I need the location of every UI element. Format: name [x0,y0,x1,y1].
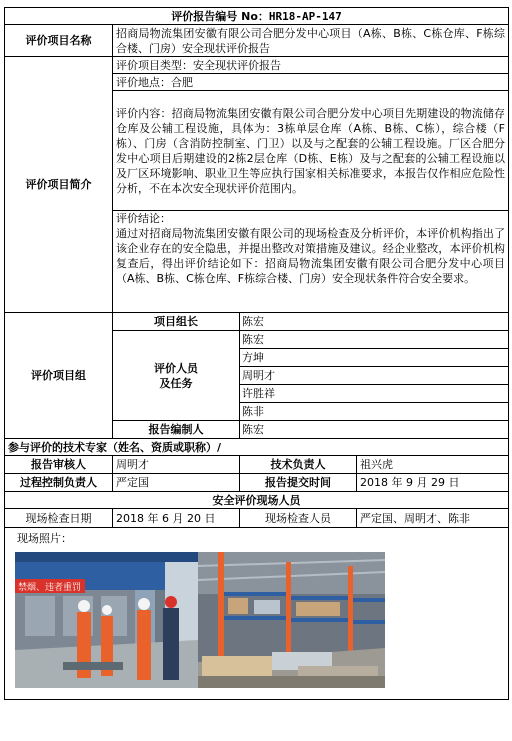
photos-label: 现场照片： [17,532,72,545]
report-number-row [5,8,509,25]
team-members-label [113,331,240,421]
report-number: HR18-AP-147 [268,9,342,23]
reviewer-value: 周明才 [113,456,240,474]
onsite-heading: 安全评价现场人员 [5,492,509,509]
report-number-cell [5,8,509,25]
site-photo-warehouse-entrance [15,552,198,688]
project-type-value: 评价项目类型：安全现状评价报告 [113,57,509,74]
reviewer-label: 报告审核人 [5,456,113,474]
experts-heading: 参与评价的技术专家（姓名、资质或职称）/ [5,439,509,456]
inspection-date-label: 现场检查日期 [5,509,113,528]
onsite-info-row [5,509,509,528]
experts-row [5,439,509,456]
project-content-value: 评价内容：招商局物流集团安徽有限公司合肥分发中心项目先期建设的物流储存仓库及公辅工程设施，具体为：3栋单层仓库（A栋、B栋、C栋），综合楼（F栋）、门房（含消防控制室、门卫）以及与之配套的公辅工程设施。厂区合肥分发中心项目后期建设的2栋2层仓库（D栋、E栋）及与之配套的公辅工程设施以及厂区环境影响、职业卫生等应执行国家相关标准要求，本报告仅作相应危险性分析，不在本次安全现状评价范围内。 [113,91,509,211]
inspection-date-value: 2018 年 6 月 20 日 [113,509,240,528]
photos-row [5,528,509,700]
inspection-staff-value: 严定国、周明才、陈非 [357,509,509,528]
team-label: 评价项目组 [5,313,113,439]
team-member: 陈非 [240,403,509,421]
inspection-staff-label: 现场检查人员 [240,509,357,528]
team-member: 许胜祥 [240,385,509,403]
team-leader-row [5,313,509,331]
team-leader-label: 项目组长 [113,313,240,331]
report-writer-label: 报告编制人 [113,421,240,439]
team-leader-value: 陈宏 [240,313,509,331]
photos-cell [5,528,509,700]
report-writer-value: 陈宏 [240,421,509,439]
onsite-heading-row [5,492,509,509]
team-members-label-line1: 评价人员 [154,361,198,375]
tech-lead-label: 技术负责人 [240,456,357,474]
conclusion-title: 评价结论： [116,212,171,225]
photo-banner-text: 禁烟、违者重罚 [18,583,82,593]
process-control-label: 过程控制负责人 [5,474,113,492]
project-name-row [5,25,509,57]
team-members-label-line2: 及任务 [159,376,193,390]
conclusion-text: 通过对招商局物流集团安徽有限公司的现场检查及分析评价，本评价机构指出了该企业存在的安全隐患，并提出整改对策措施及建议。经企业整改，本评价机构复查后，得出评价结论如下：招商局物流集团安徽有限公司合肥分发中心项目（A栋、B栋、C栋仓库、F栋综合楼、门房）安全现状条件符合安全要求。 [116,227,506,285]
process-control-value: 严定国 [113,474,240,492]
team-member: 周明才 [240,367,509,385]
submit-time-value: 2018 年 9 月 29 日 [357,474,509,492]
control-row [5,474,509,492]
project-name-value: 招商局物流集团安徽有限公司合肥分发中心项目（A栋、B栋、C栋仓库、F栋综合楼、门房）安全现状评价报告 [113,25,509,57]
photos-container [5,550,508,688]
project-location-value: 评价地点：合肥 [113,74,509,91]
reviewer-row [5,456,509,474]
project-summary-label: 评价项目简介 [5,57,113,313]
project-conclusion-cell [113,211,509,313]
tech-lead-value: 祖兴虎 [357,456,509,474]
project-name-label: 评价项目名称 [5,25,113,57]
report-form-table [4,7,509,700]
team-member: 方坤 [240,349,509,367]
submit-time-label: 报告提交时间 [240,474,357,492]
team-member: 陈宏 [240,331,509,349]
project-type-row [5,57,509,74]
site-photo-storage-racks [198,552,385,688]
report-number-prefix: 评价报告编号 No： [171,9,269,23]
